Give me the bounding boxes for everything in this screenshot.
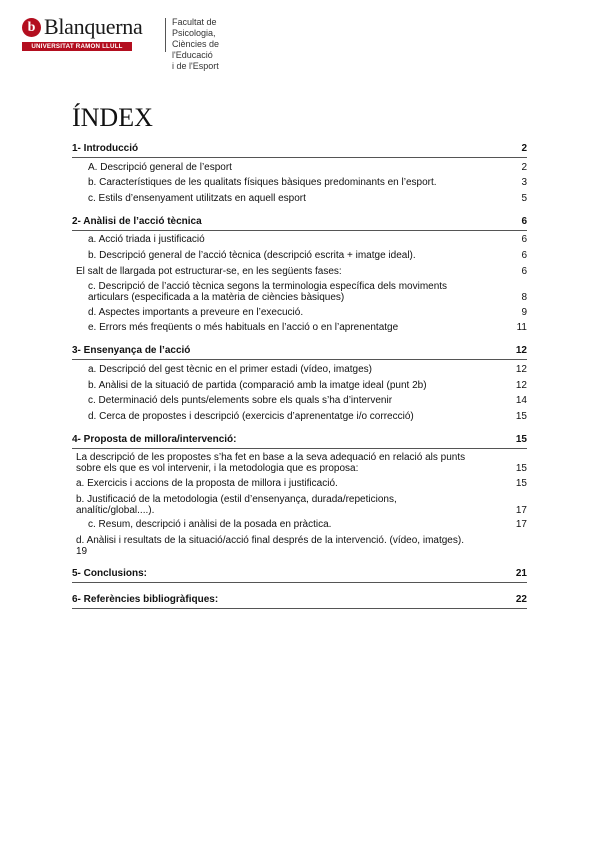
toc-page-number: 9 [521,306,527,318]
section-rule [72,448,527,449]
toc-entry[interactable] [72,364,527,376]
toc-section-3 [72,345,527,422]
faculty-name [172,17,262,72]
toc-section-4 [72,434,527,557]
toc-entry-title: c. Estils d’ensenyament utilitzats en aquell esport [88,192,306,204]
toc-heading[interactable] [72,568,527,580]
toc-entry[interactable] [72,193,527,205]
toc-entry-title: El salt de llargada pot estructurar-se, en les següents fases: [76,265,342,277]
toc-page-number: 6 [521,215,527,227]
toc-heading-title: 6- Referències bibliogràfiques: [72,593,219,605]
toc-section-1 [72,143,527,205]
toc-entry[interactable] [72,478,527,490]
toc-heading-title: 1- Introducció [72,143,139,154]
logo-university-bar: UNIVERSITAT RAMON LLULL [22,42,132,51]
toc-page-number: 2 [521,143,527,154]
toc-entry-title-line-1: d. Anàlisi i resultats de la situació/acció final després de la intervenció. (vídeo, imatges). [76,534,464,546]
toc-entry[interactable] [72,281,527,303]
toc-entry-title-line-2: sobre els que es vol intervenir, i la metodologia que es proposa: [76,463,359,475]
toc-page-number: 12 [515,379,527,391]
toc-entry-title-line-2: articulars (especificada a la matèria de ciències bàsiques) [88,292,345,304]
toc-page-number: 15 [515,433,527,445]
toc-page-number: 8 [521,292,527,304]
section-rule [72,230,527,231]
toc-section-2 [72,216,527,335]
toc-heading[interactable] [72,216,527,228]
toc-entry-title: b. Característiques de les qualitats físiques bàsiques predominants en l’esport. [88,177,437,189]
toc-entry[interactable] [72,535,527,557]
faculty-line-1: Facultat de Psicologia, [172,17,217,38]
toc-entry-title: c. Determinació dels punts/elements sobre els quals s’ha d’intervenir [88,395,393,407]
toc-section-6 [72,594,527,609]
toc-entry-page-wrapped: 19 [76,545,88,557]
toc-heading-title: 5- Conclusions: [72,567,148,579]
toc-entry-title: d. Aspectes importants a preveure en l’execució. [88,306,304,318]
toc-page-number: 6 [521,249,527,261]
toc-page-number: 14 [515,395,527,407]
toc-entry[interactable] [72,452,527,474]
toc-entry[interactable] [72,322,527,334]
toc-entry[interactable] [72,177,527,189]
toc-page-number: 3 [521,177,527,189]
logo-wordmark: Blanquerna [44,14,143,39]
section-rule [72,582,527,583]
toc-entry[interactable] [72,494,527,516]
toc-page-number: 17 [515,504,527,516]
toc-heading[interactable] [72,594,527,606]
toc-page-number: 15 [515,463,527,475]
toc-entry-title: b. Anàlisi de la situació de partida (comparació amb la imatge ideal (punt 2b) [88,379,427,391]
toc-entry-title-line-1: b. Justificació de la metodologia (estil d’ensenyança, durada/repeticions, [76,493,397,505]
toc-entry[interactable] [72,380,527,392]
toc-page-number: 12 [515,363,527,375]
toc-heading[interactable] [72,345,527,357]
toc-entry[interactable] [72,395,527,407]
toc-heading-title: 3- Ensenyança de l’acció [72,345,191,357]
toc-page-number: 15 [515,477,527,489]
toc-page-number: 12 [515,345,527,357]
toc-page-number: 5 [521,192,527,204]
faculty-line-3: i de l'Esport [172,61,219,71]
toc-entry-title: A. Descripció general de l’esport [88,161,232,173]
toc-page-number: 11 [516,322,527,334]
toc-page-number: 21 [515,567,527,579]
toc-heading[interactable] [72,143,527,155]
toc-entry[interactable] [72,411,527,423]
toc-entry-title-line-1: La descripció de les propostes s’ha fet en base a la seva adequació en relació als punts [76,452,466,464]
toc-entry-title: e. Errors més freqüents o més habituals en l’acció o en l’aprenentatge [88,322,399,334]
toc-entry-title: c. Resum, descripció i anàlisi de la posada en pràctica. [88,519,332,531]
faculty-line-2: Ciències de l'Educació [172,39,220,60]
toc-entry-title-line-1: c. Descripció de l’acció tècnica segons la terminologia específica dels moviments [88,281,448,293]
toc-page-number: 22 [515,593,527,605]
toc-page-number: 6 [521,265,527,277]
toc-heading-title: 4- Proposta de millora/intervenció: [72,433,237,445]
toc-page-number: 2 [521,161,527,173]
university-logo [22,14,262,71]
page-title: ÍNDEX [72,103,153,132]
toc-entry-title: a. Exercicis i accions de la proposta de millora i justificació. [76,477,338,489]
toc-entry[interactable] [72,234,527,246]
toc-entry-title: a. Descripció del gest tècnic en el primer estadi (vídeo, imatges) [88,363,373,375]
toc-page-number: 17 [515,519,527,531]
section-rule [72,157,527,158]
toc-entry-title: d. Cerca de propostes i descripció (exercicis d’aprenentatge i/o correcció) [88,410,414,422]
section-rule [72,359,527,360]
toc-heading-title: 2- Anàlisi de l’acció tècnica [72,215,202,227]
toc-section-5 [72,568,527,583]
section-rule [72,608,527,609]
toc-entry[interactable] [72,307,527,319]
toc-entry[interactable] [72,162,527,174]
logo-divider [165,18,166,52]
toc-entry-title: b. Descripció general de l’acció tècnica (descripció escrita + imatge ideal). [88,249,416,261]
toc-page-number: 15 [515,410,527,422]
toc-entry[interactable] [72,519,527,531]
toc-entry-title: a. Acció triada i justificació [88,234,205,246]
toc-entry[interactable] [72,266,527,278]
toc-heading[interactable] [72,434,527,446]
toc-entry[interactable] [72,250,527,262]
toc-entry-title-line-2: analític/global....). [76,504,155,516]
table-of-contents [72,143,527,620]
logo-mark-icon: b [22,18,41,37]
toc-page-number: 6 [521,234,527,246]
